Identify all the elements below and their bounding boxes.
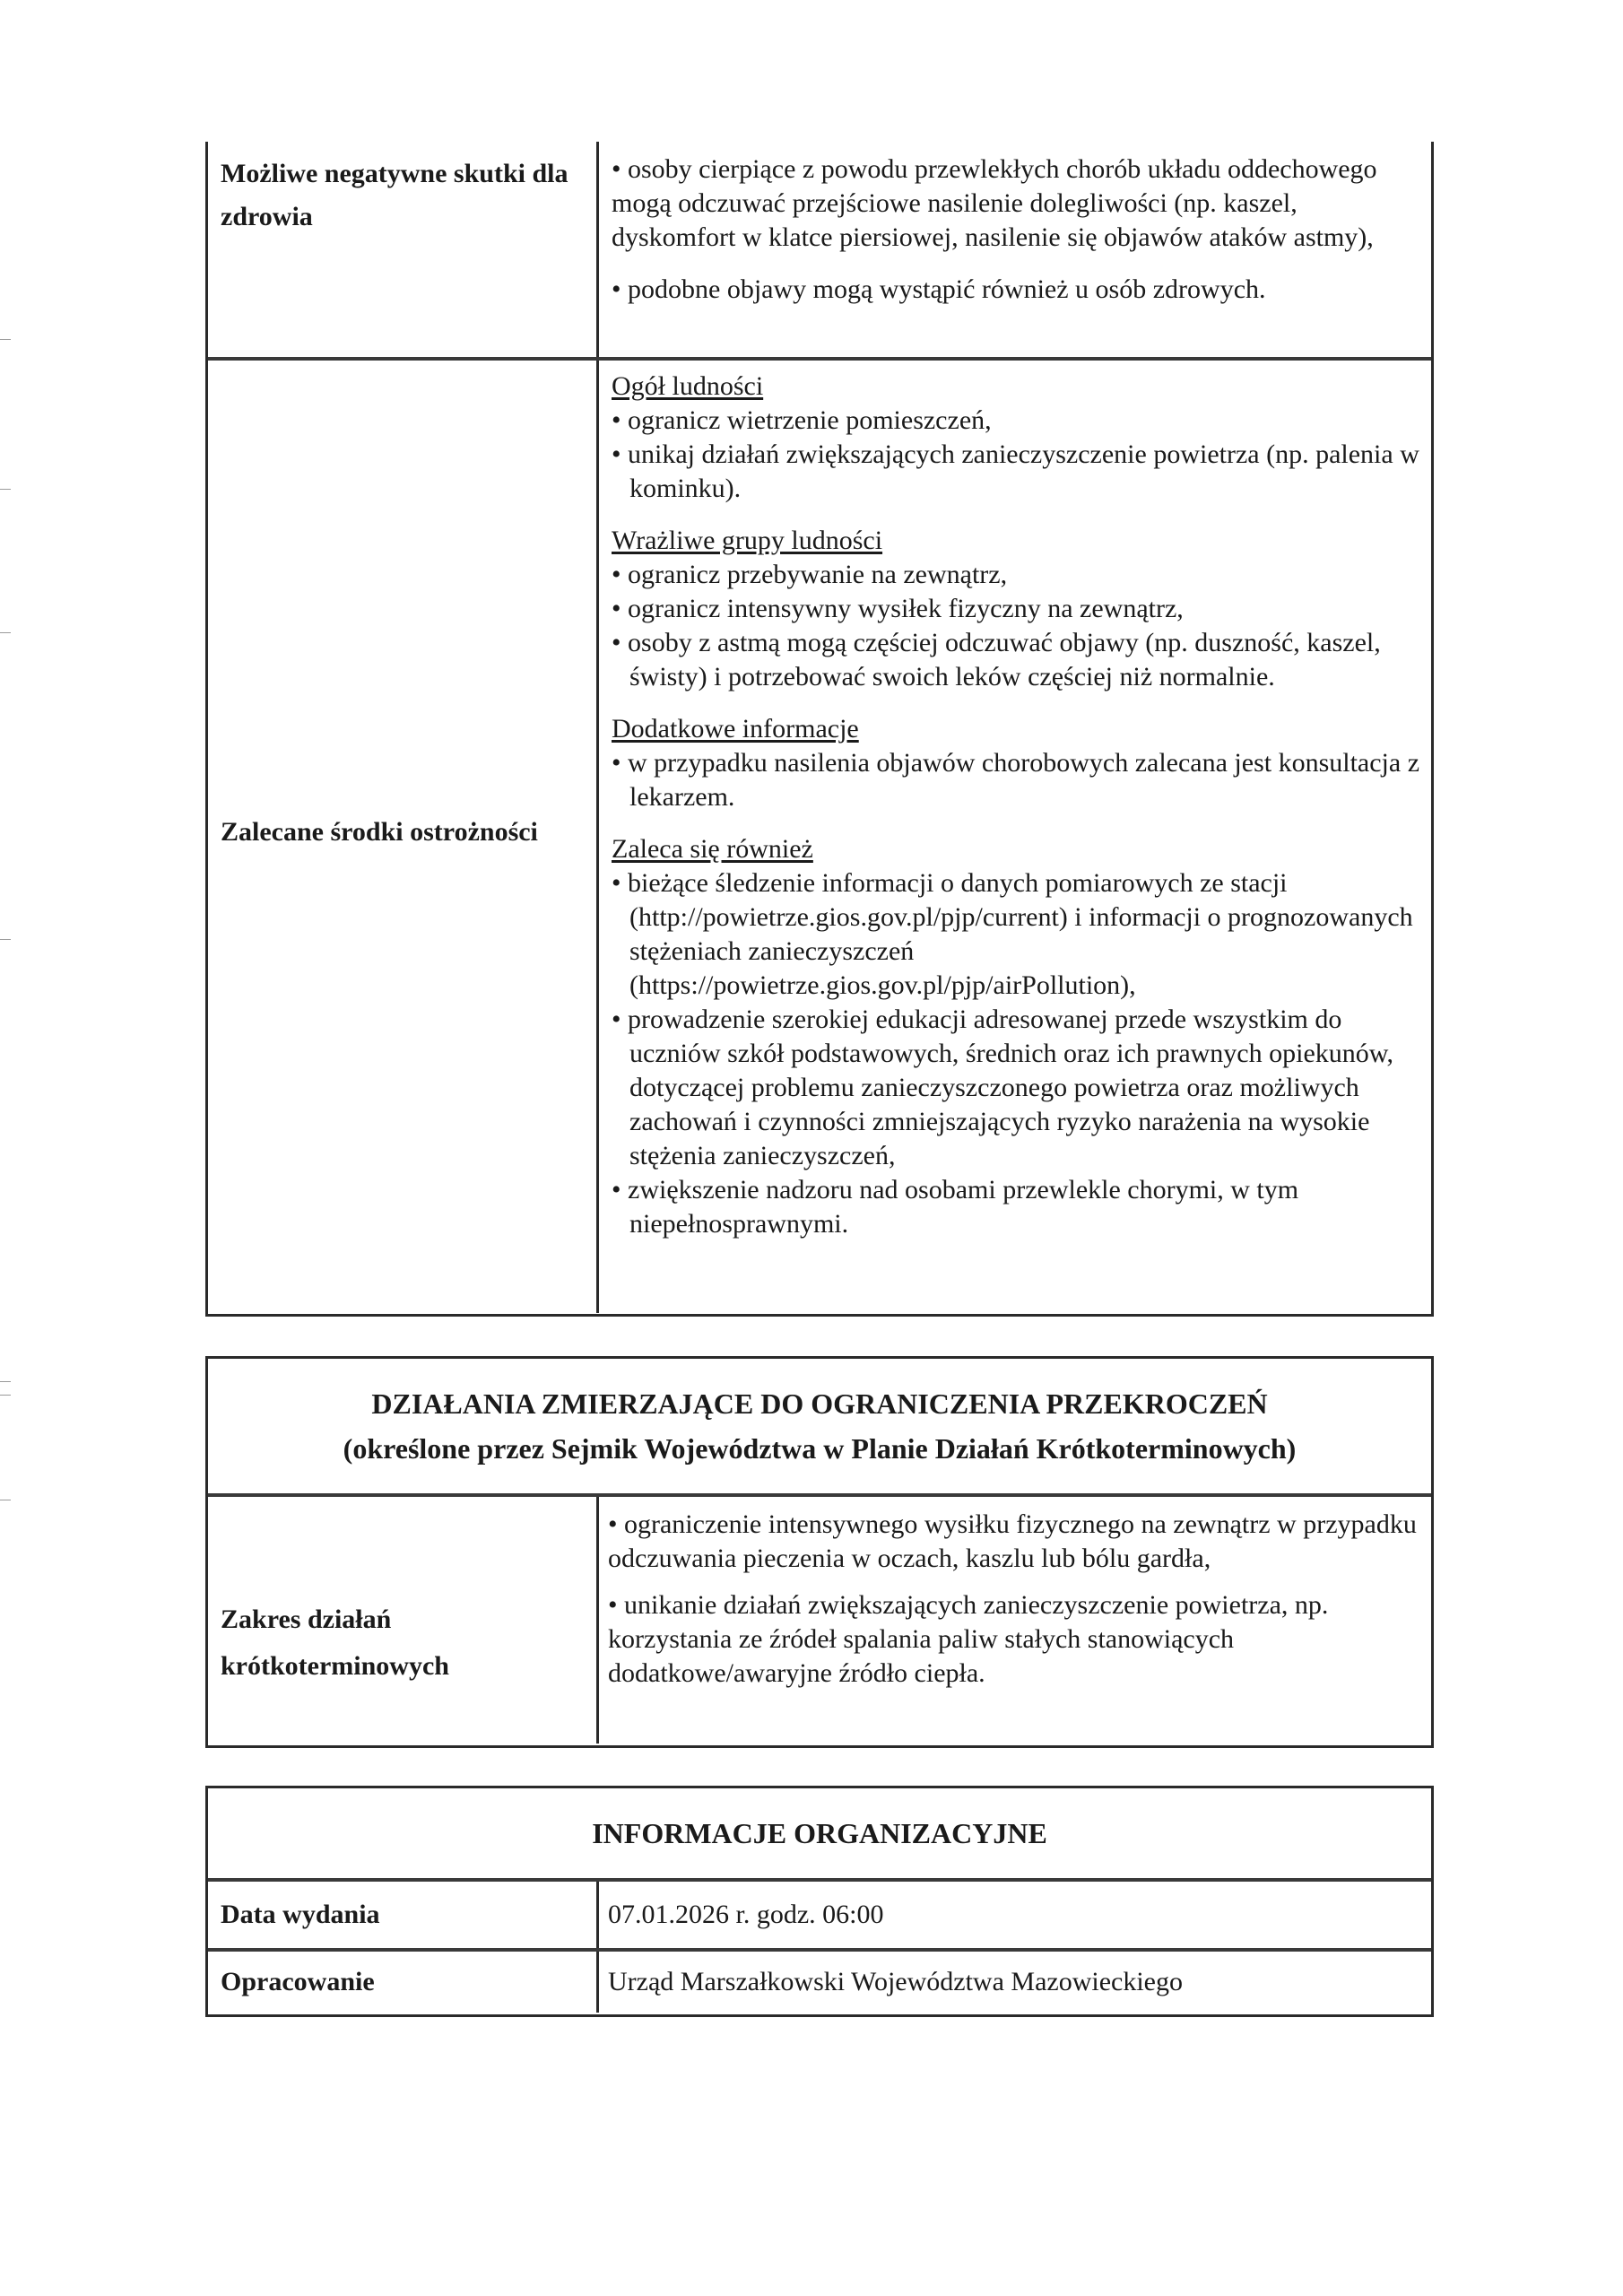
- precaution-bullet: [612, 866, 1420, 1003]
- precaution-bullet: [612, 592, 1420, 626]
- bullet-icon: •: [612, 594, 621, 623]
- issue-date-value: 07.01.2026 r. godz. 06:00: [608, 1900, 884, 1929]
- precautions-value: [599, 361, 1431, 1313]
- bullet-icon: •: [612, 560, 621, 589]
- bullet-text: ogranicz wietrzenie pomieszczeń,: [628, 405, 992, 435]
- bullet-text: ogranicz przebywanie na zewnątrz,: [628, 560, 1008, 589]
- short-term-actions-header: [208, 1359, 1431, 1493]
- bullet-text: unikaj działań zwiększających zanieczyszczenie powietrza (np. palenia w kominku).: [628, 439, 1419, 503]
- precaution-bullet: [612, 438, 1420, 506]
- short-term-actions-title: [208, 1381, 1431, 1471]
- health-effects-value: [599, 142, 1431, 357]
- prepared-by-value: Urząd Marszałkowski Województwa Mazowieckiego: [608, 1967, 1183, 1996]
- bullet-text: w przypadku nasilenia objawów chorobowych zalecana jest konsultacja z lekarzem.: [628, 748, 1420, 812]
- scan-artifact: [0, 1381, 11, 1382]
- bullet-text: ogranicz intensywny wysiłek fizyczny na zewnątrz,: [628, 594, 1184, 623]
- bullet-icon: •: [612, 628, 621, 657]
- section-heading: Dodatkowe informacje: [612, 714, 859, 744]
- precaution-bullet: [612, 746, 1420, 814]
- bullet-text: bieżące śledzenie informacji o danych pomiarowych ze stacji (http://powietrze.gios.gov.pl/pjp/current) i informacji o prognozowanych stężeniach zanieczyszczeń (https://powietrze.gios.gov.pl/pjp/airPollution),: [628, 868, 1413, 1000]
- scan-artifact: [0, 489, 11, 490]
- precaution-bullet: [612, 1173, 1420, 1241]
- organizational-info-header: [208, 1788, 1431, 1878]
- precaution-bullet: [612, 626, 1420, 694]
- precautions-section-also-recommended: [612, 832, 1420, 1241]
- section-heading: Zaleca się również: [612, 834, 813, 864]
- scan-artifact: [0, 939, 11, 940]
- precaution-bullet: [612, 558, 1420, 592]
- prepared-by-label: Opracowanie: [208, 1952, 599, 2013]
- scan-artifact: [0, 1395, 11, 1396]
- health-effects-label: [208, 142, 599, 357]
- short-term-actions-label-line1: Zakres działań: [221, 1604, 392, 1634]
- section-heading: Wrażliwe grupy ludności: [612, 526, 883, 555]
- health-effect-item: • osoby cierpiące z powodu przewlekłych chorób układu oddechowego mogą odczuwać przejściowe nasilenie dolegliwości (np. kaszel, dyskomfort w klatce piersiowej, nasilenie się objawów ataków astmy),: [612, 154, 1377, 252]
- health-effects-label-text: Możliwe negatywne skutki dla zdrowia: [221, 159, 568, 231]
- bullet-text: osoby z astmą mogą częściej odczuwać objawy (np. duszność, kaszel, świsty) i potrzebować swoich leków częściej niż normalnie.: [628, 628, 1381, 691]
- scan-artifact: [0, 339, 11, 340]
- short-term-action-item: • ograniczenie intensywnego wysiłku fizycznego na zewnątrz w przypadku odczuwania pieczenia w oczach, kaszlu lub bólu gardła,: [608, 1509, 1417, 1573]
- precaution-bullet: [612, 404, 1420, 438]
- organizational-info-title: INFORMACJE ORGANIZACYJNE: [592, 1817, 1047, 1849]
- short-term-actions-label: [208, 1497, 599, 1744]
- precautions-section-additional-info: [612, 712, 1420, 814]
- precautions-section-general-population: [612, 370, 1420, 506]
- bullet-icon: •: [612, 439, 621, 469]
- bullet-icon: •: [612, 748, 621, 778]
- org-row-issue-date: [208, 1878, 1431, 1948]
- precaution-bullet: [612, 1003, 1420, 1173]
- health-effects-table: [205, 142, 1434, 1317]
- issue-date-label: Data wydania: [208, 1882, 599, 1948]
- precautions-row: [208, 357, 1431, 1313]
- org-row-prepared-by: [208, 1948, 1431, 2013]
- bullet-icon: •: [612, 405, 621, 435]
- short-term-actions-title-line1: DZIAŁANIA ZMIERZAJĄCE DO OGRANICZENIA PRZEKROCZEŃ: [371, 1387, 1268, 1420]
- short-term-action-item: • unikanie działań zwiększających zanieczyszczenie powietrza, np. korzystania ze źródeł spalania paliw stałych stanowiących dodatkowe/awaryjne źródło ciepła.: [608, 1590, 1329, 1688]
- health-effect-item: • podobne objawy mogą wystąpić również u osób zdrowych.: [612, 274, 1266, 304]
- short-term-actions-value: [599, 1497, 1431, 1744]
- precautions-label-text: Zalecane środki ostrożności: [221, 817, 538, 847]
- health-effects-row: [208, 142, 1431, 357]
- bullet-icon: •: [612, 1004, 621, 1034]
- short-term-actions-row: [208, 1493, 1431, 1744]
- organizational-info-table: [205, 1786, 1434, 2017]
- precautions-section-sensitive-groups: [612, 524, 1420, 694]
- bullet-text: zwiększenie nadzoru nad osobami przewlekle chorymi, w tym niepełnosprawnymi.: [628, 1175, 1299, 1239]
- section-heading: Ogół ludności: [612, 371, 764, 401]
- scan-artifact: [0, 632, 11, 633]
- short-term-actions-label-line2: krótkoterminowych: [221, 1650, 449, 1681]
- bullet-text: prowadzenie szerokiej edukacji adresowanej przede wszystkim do uczniów szkół podstawowych, średnich oraz ich prawnych opiekunów, dotyczącej problemu zanieczyszczonego powietrza oraz możliwych zachowań i czynności zmniejszających ryzyko narażenia na wysokie stężenia zanieczyszczeń,: [628, 1004, 1393, 1170]
- precautions-label: [208, 361, 599, 1313]
- short-term-actions-title-line2: (określone przez Sejmik Województwa w Planie Działań Krótkoterminowych): [343, 1432, 1297, 1465]
- bullet-icon: •: [612, 1175, 621, 1205]
- short-term-actions-table: [205, 1356, 1434, 1748]
- bullet-icon: •: [612, 868, 621, 898]
